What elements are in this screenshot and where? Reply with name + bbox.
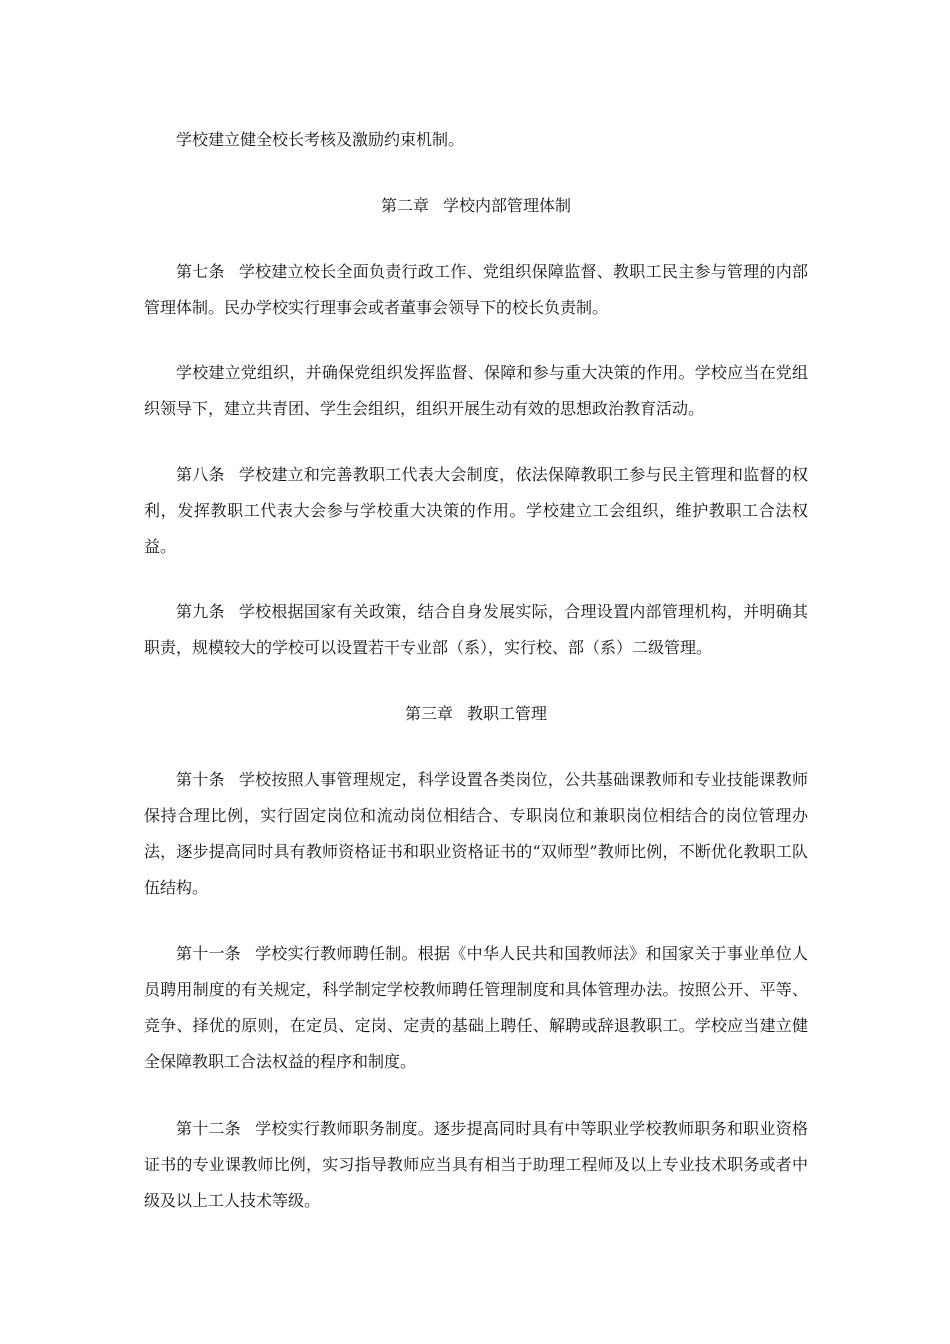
chapter-number: 第三章 xyxy=(404,704,453,723)
paragraph xyxy=(144,122,808,158)
article-paragraph xyxy=(144,1111,808,1219)
article-text: 学校根据国家有关政策，结合自身发展实际，合理设置内部管理机构，并明确其职责，规模较大的学校可以设置若干专业部（系），实行校、部（系）二级管理。 xyxy=(144,602,808,657)
article-text: 学校建立和完善教职工代表大会制度，依法保障教职工参与民主管理和监督的权利，发挥教职工代表大会参与学校重大决策的作用。学校建立工会组织，维护教职工合法权益。 xyxy=(144,465,808,556)
chapter-title: 教职工管理 xyxy=(467,704,548,723)
article-text: 学校建立校长全面负责行政工作、党组织保障监督、教职工民主参与管理的内部管理体制。民办学校实行理事会或者董事会领导下的校长负责制。 xyxy=(144,262,808,317)
article-number: 第九条 xyxy=(176,602,225,621)
article-text: 学校实行教师职务制度。逐步提高同时具有中等职业学校教师职务和职业资格证书的专业课教师比例，实习指导教师应当具有相当于助理工程师及以上专业技术职务或者中级及以上工人技术等级。 xyxy=(144,1119,808,1210)
article-text: 学校按照人事管理规定，科学设置各类岗位，公共基础课教师和专业技能课教师保持合理比例，实行固定岗位和流动岗位相结合、专职岗位和兼职岗位相结合的岗位管理办法，逐步提高同时具有教师资格证书和职业资格证书的“双师型”教师比例，不断优化教职工队伍结构。 xyxy=(144,770,808,897)
paragraph xyxy=(144,355,808,427)
paragraph-text: 学校建立健全校长考核及激励约束机制。 xyxy=(176,130,465,149)
article-number: 第十一条 xyxy=(176,944,242,963)
article-paragraph xyxy=(144,936,808,1080)
article-number: 第八条 xyxy=(176,465,225,484)
article-paragraph xyxy=(144,254,808,326)
paragraph-text: 学校建立党组织，并确保党组织发挥监督、保障和参与重大决策的作用。学校应当在党组织领导下，建立共青团、学生会组织，组织开展生动有效的思想政治教育活动。 xyxy=(144,363,808,418)
article-paragraph xyxy=(144,762,808,906)
article-text: 学校实行教师聘任制。根据《中华人民共和国教师法》和国家关于事业单位人员聘用制度的有关规定，科学制定学校教师聘任管理制度和具体管理办法。按照公开、平等、竞争、择优的原则，在定员、定岗、定责的基础上聘任、解聘或辞退教职工。学校应当建立健全保障教职工合法权益的程序和制度。 xyxy=(144,944,808,1071)
chapter-heading xyxy=(144,696,808,732)
article-paragraph xyxy=(144,594,808,666)
article-number: 第十二条 xyxy=(176,1119,242,1138)
chapter-heading xyxy=(144,188,808,224)
chapter-title: 学校内部管理体制 xyxy=(443,196,572,215)
article-paragraph xyxy=(144,457,808,565)
article-number: 第七条 xyxy=(176,262,225,281)
article-number: 第十条 xyxy=(176,770,225,789)
chapter-number: 第二章 xyxy=(380,196,429,215)
